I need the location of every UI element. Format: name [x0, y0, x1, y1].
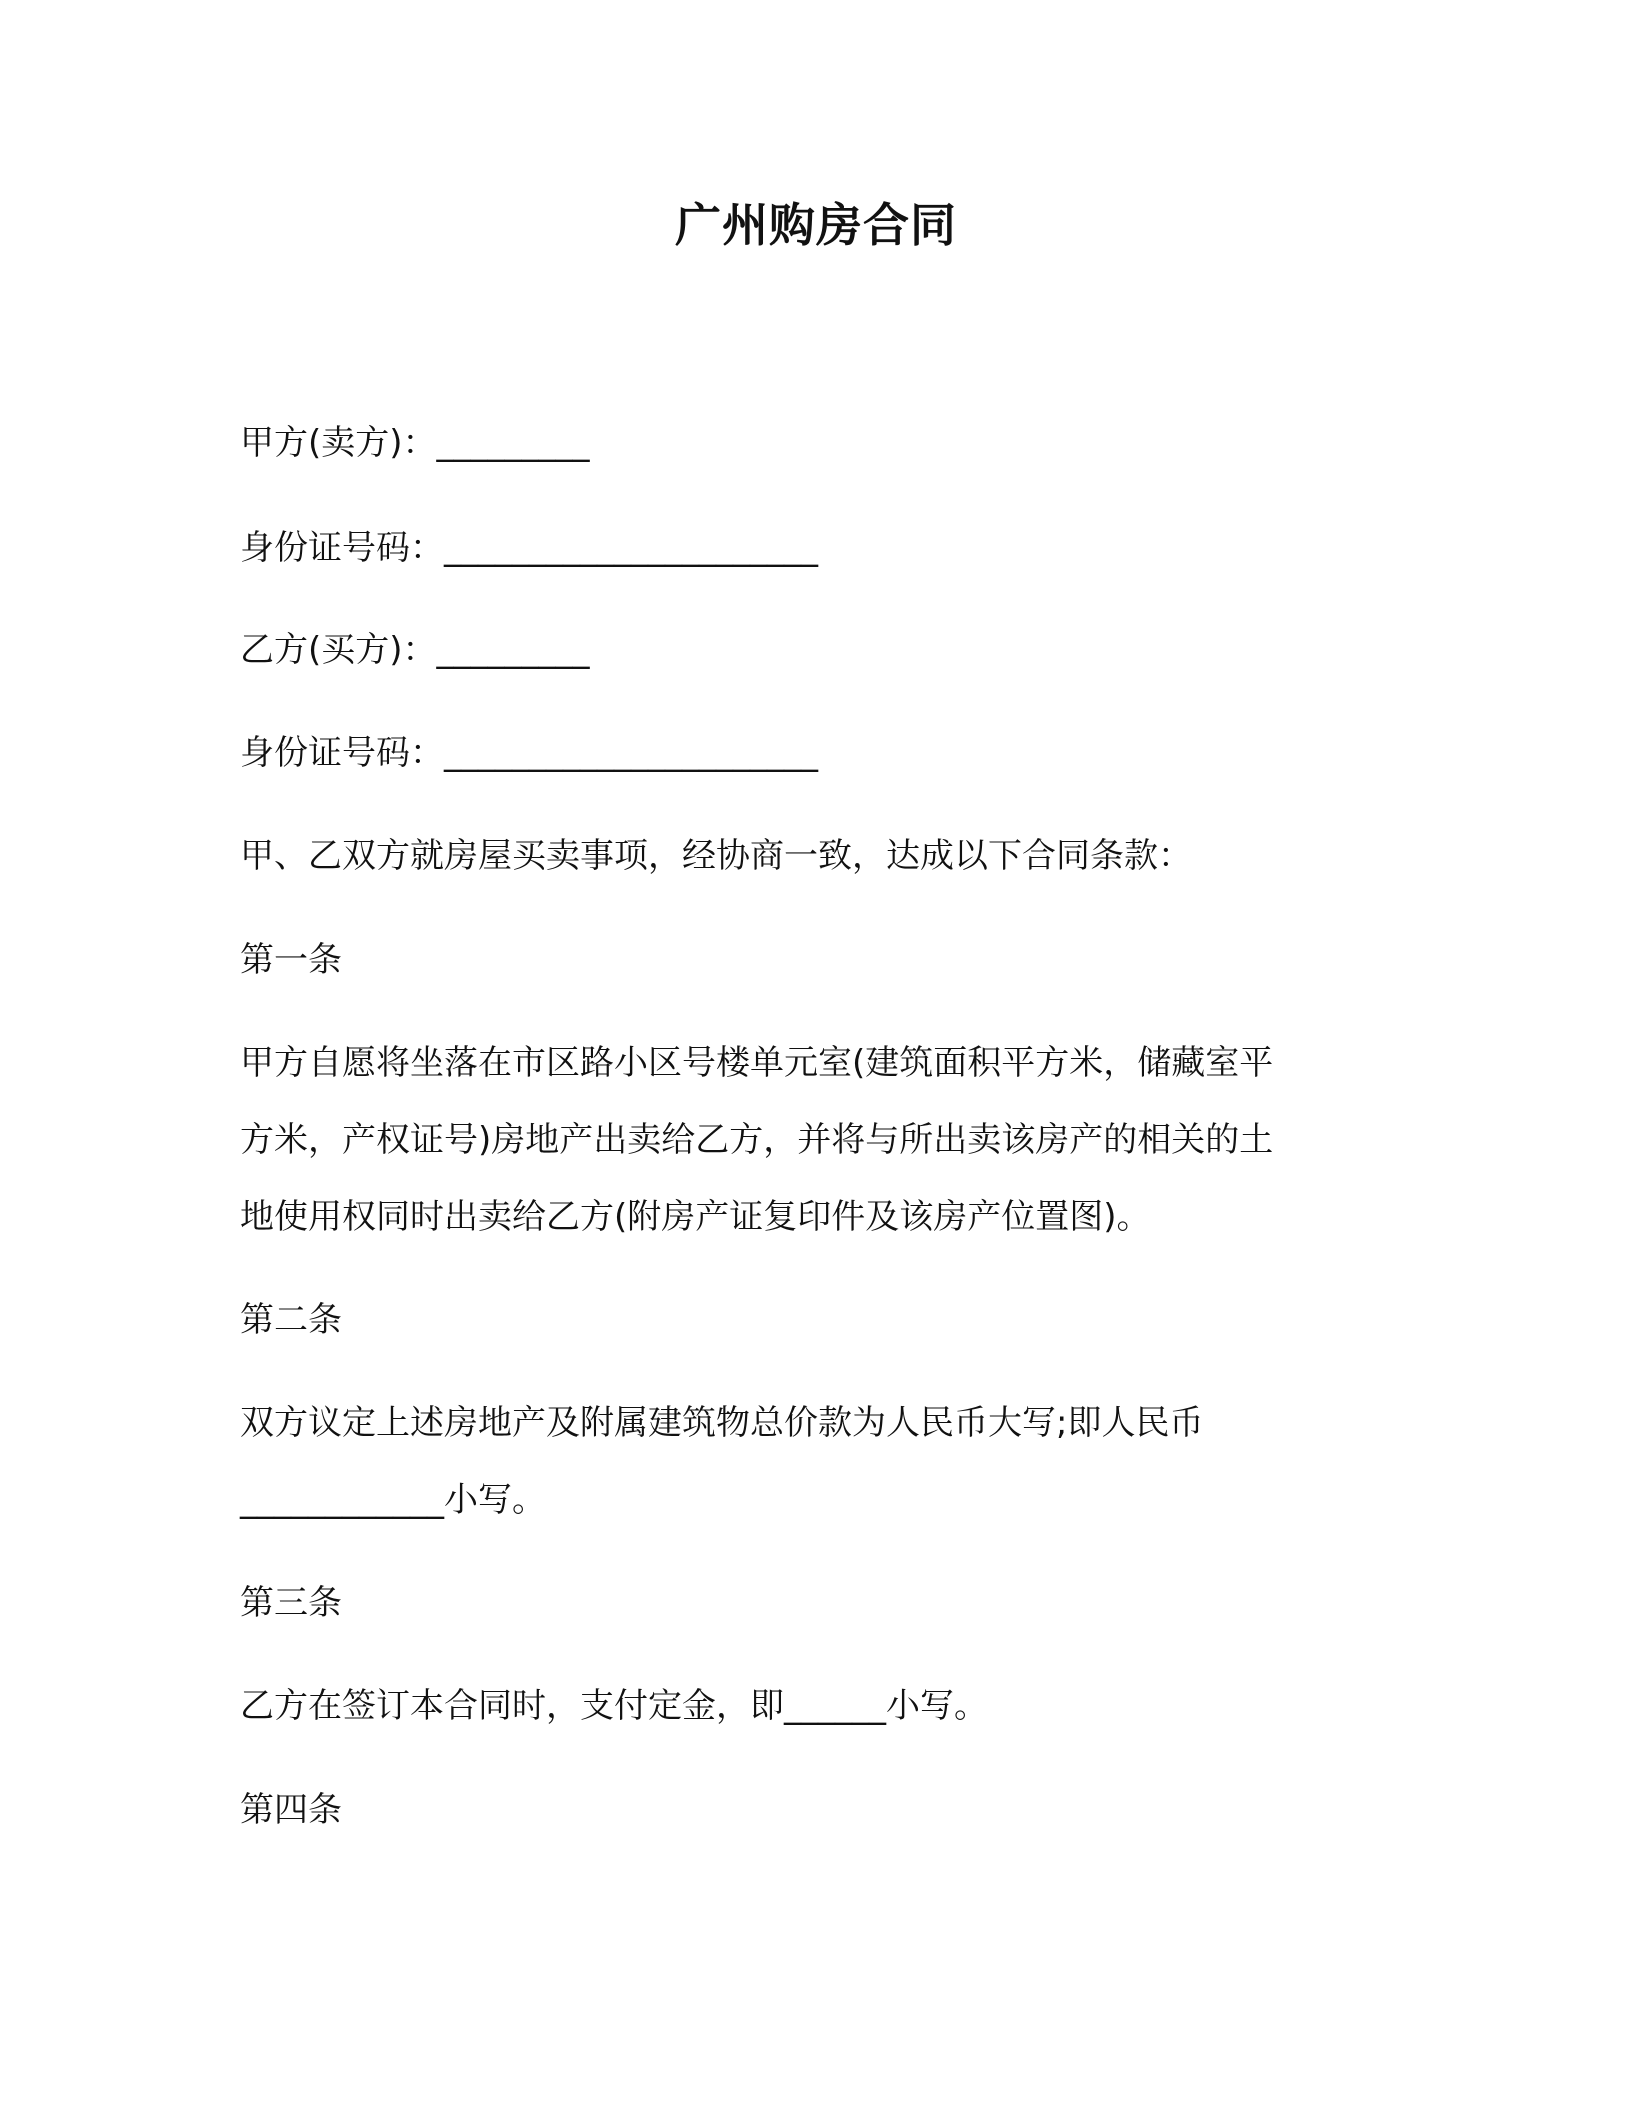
- article-1-heading: 第一条: [240, 940, 342, 980]
- article-4-heading: 第四条: [240, 1790, 342, 1830]
- party-b-id-field: 身份证号码：______________________: [240, 733, 818, 773]
- article-3-heading: 第三条: [240, 1583, 342, 1623]
- article-1-line: 地使用权同时出卖给乙方(附房产证复印件及该房产位置图)。: [240, 1197, 1151, 1237]
- article-2-line: 双方议定上述房地产及附属建筑物总价款为人民币大写;即人民币: [240, 1403, 1204, 1443]
- article-2-heading: 第二条: [240, 1300, 342, 1340]
- article-2-line: ____________小写。: [240, 1480, 546, 1520]
- article-3-line: 乙方在签订本合同时，支付定金，即______小写。: [240, 1686, 988, 1726]
- document-title: 广州购房合同: [675, 198, 957, 252]
- party-a-field: 甲方(卖方)：_________: [240, 423, 590, 463]
- party-a-id-field: 身份证号码：______________________: [240, 528, 818, 568]
- party-b-field: 乙方(买方)：_________: [240, 630, 590, 670]
- article-1-line: 方米，产权证号)房地产出卖给乙方，并将与所出卖该房产的相关的土: [240, 1120, 1274, 1160]
- intro-paragraph: 甲、乙双方就房屋买卖事项，经协商一致，达成以下合同条款：: [240, 836, 1192, 876]
- article-1-line: 甲方自愿将坐落在市区路小区号楼单元室(建筑面积平方米，储藏室平: [240, 1043, 1274, 1083]
